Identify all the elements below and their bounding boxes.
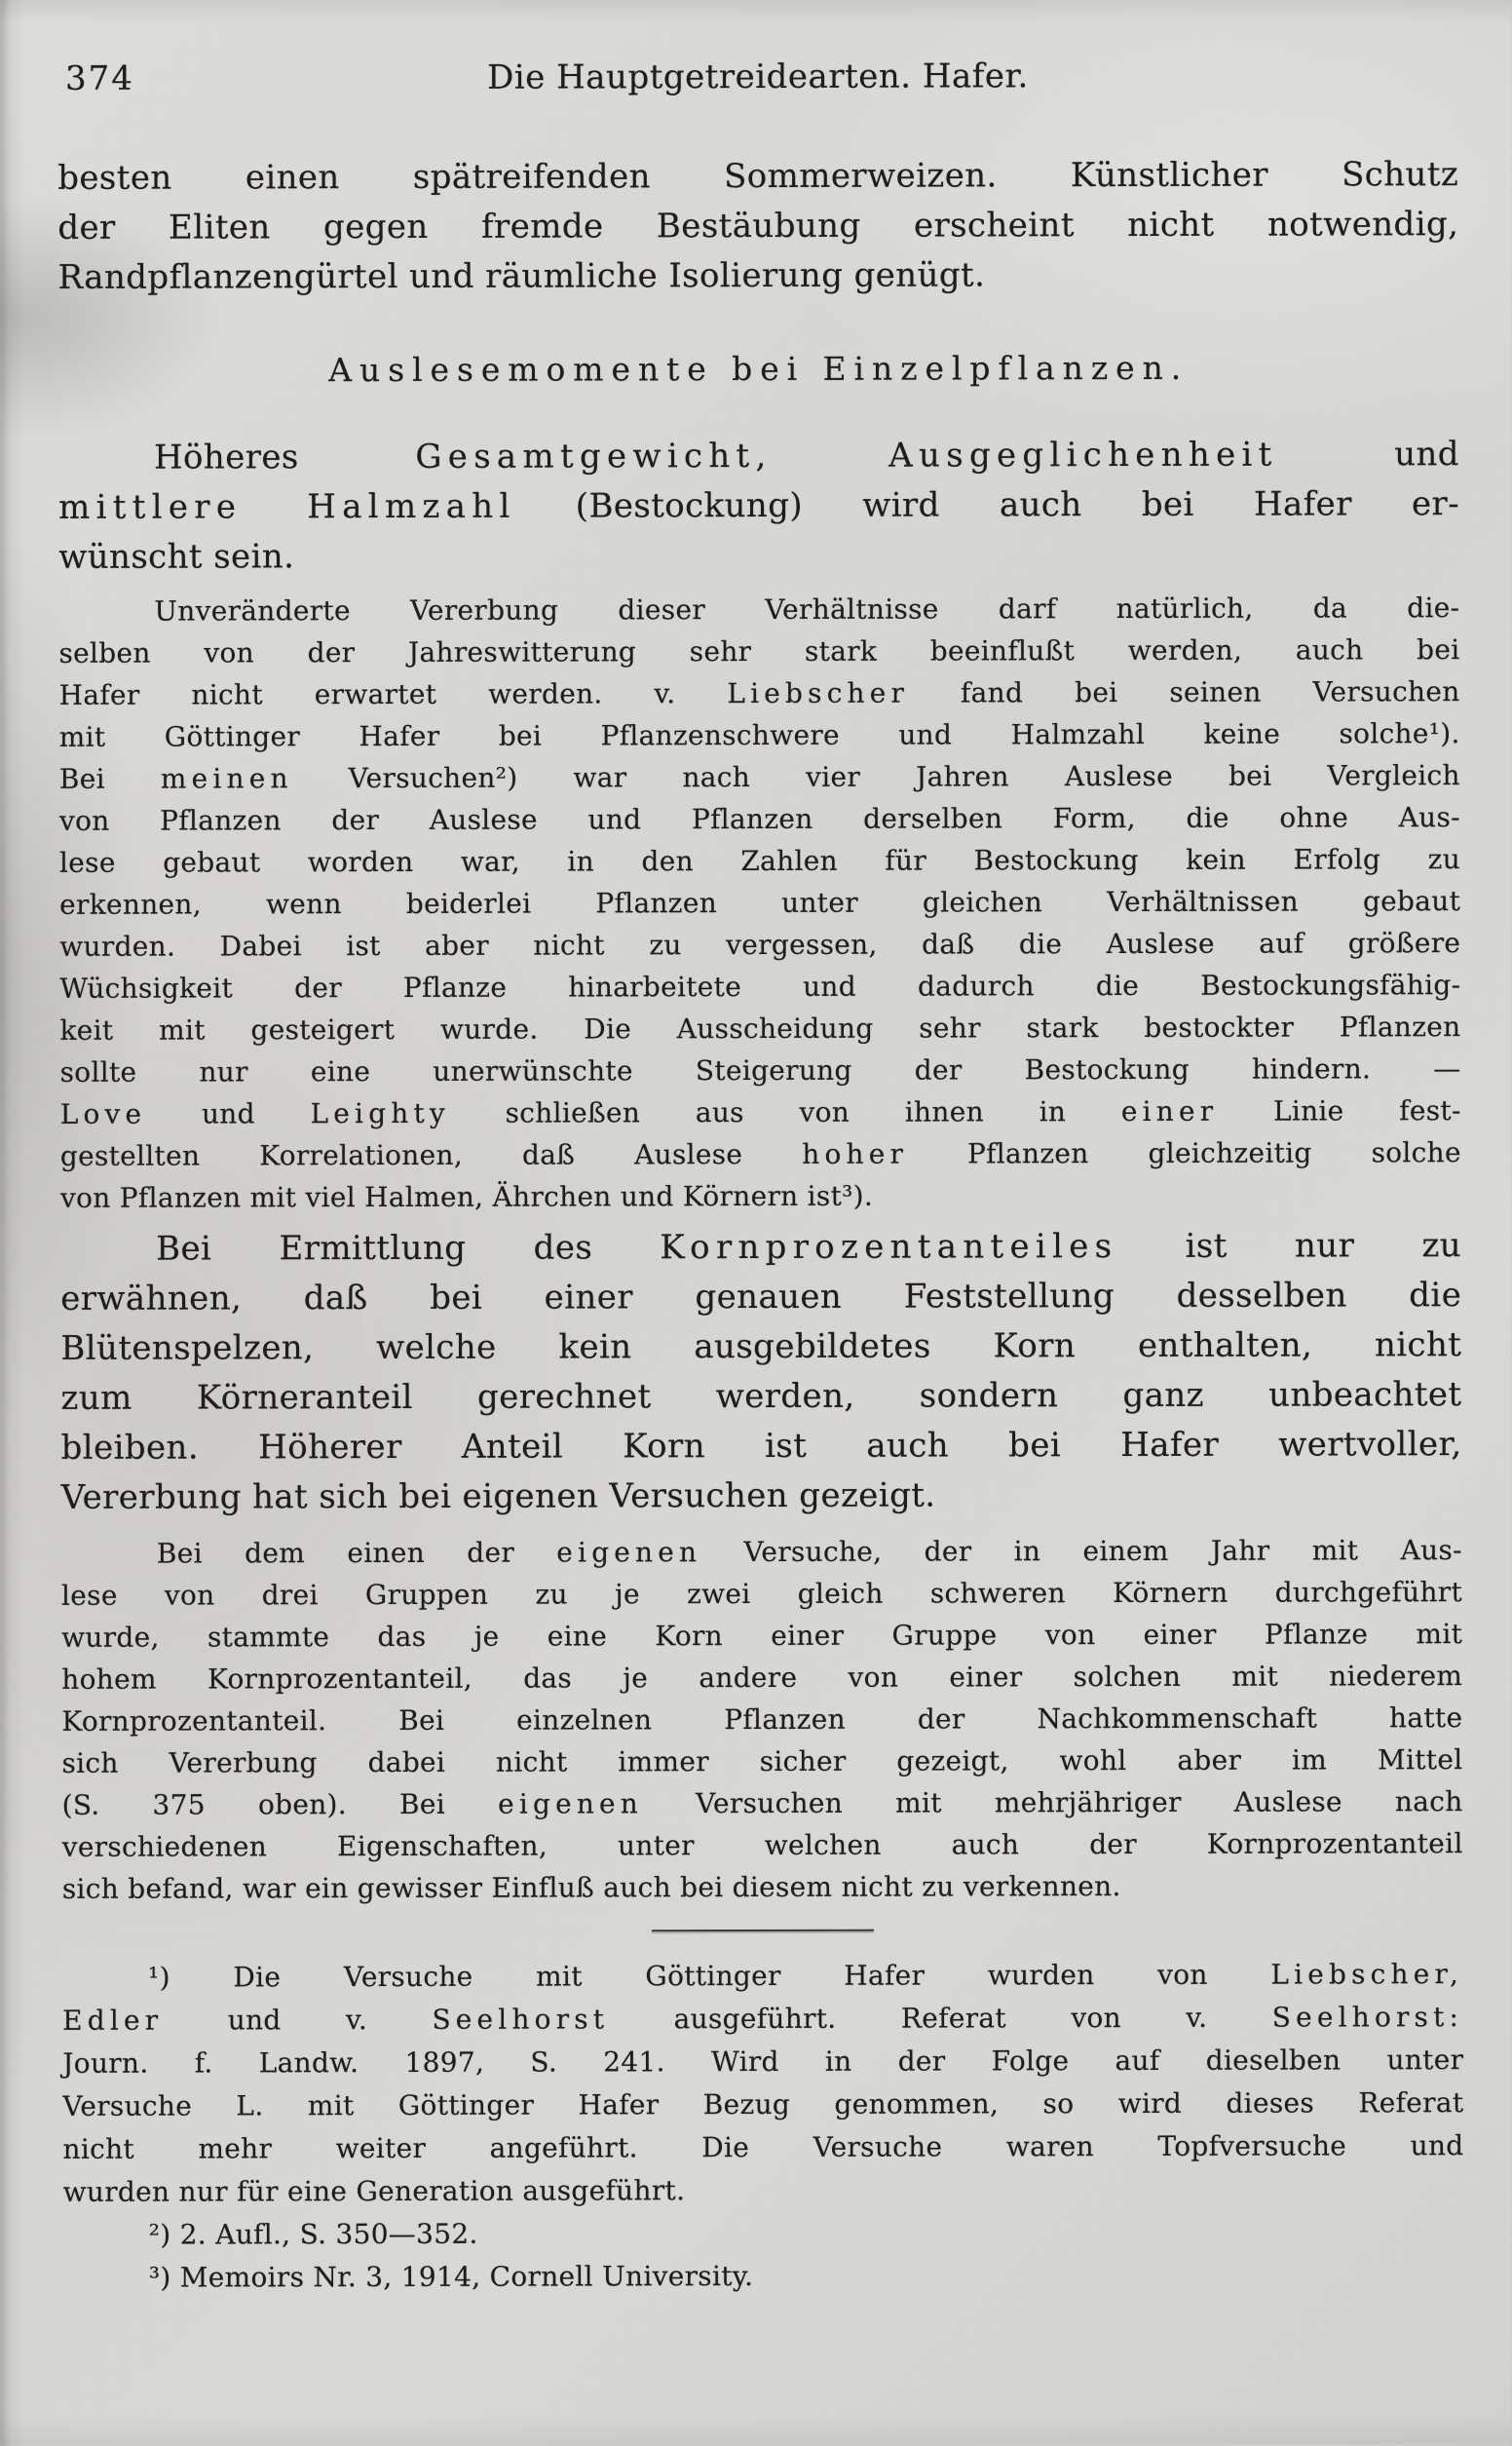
text-segment: Versuchen mit mehrjähriger Auslese nach <box>642 1785 1463 1820</box>
text-segment: und v. <box>163 2003 433 2037</box>
text-segment: Vererbung hat sich bei eigenen Versuchen gezeigt. <box>60 1475 936 1517</box>
emphasized-text: Liebscher <box>727 676 910 710</box>
paragraph-intro <box>57 150 1458 303</box>
text-segment: Versuche L. mit Göttinger Hafer Bezug genommen, so wird dieses Referat <box>62 2086 1464 2122</box>
text-segment: Versuche, der in einem Jahr mit Aus- <box>701 1534 1462 1569</box>
text-line <box>60 1221 1461 1275</box>
paragraph-gesamtgewicht <box>58 430 1459 583</box>
text-segment: (S. 375 oben). Bei <box>61 1787 499 1821</box>
text-line <box>59 796 1460 842</box>
text-line <box>61 1739 1462 1784</box>
text-line <box>60 1173 1461 1219</box>
text-segment: verschiedenen Eigenschaften, unter welchen auch der Kornprozentanteil <box>61 1827 1463 1863</box>
text-segment: und <box>1277 435 1460 475</box>
text-segment: wurden. Dabei ist aber nicht zu vergessen, daß die Auslese auf größere <box>59 927 1461 963</box>
text-line <box>62 1864 1463 1910</box>
text-line <box>62 1780 1463 1826</box>
text-line <box>58 629 1459 674</box>
text-line <box>59 1006 1460 1051</box>
text-line <box>61 1613 1462 1659</box>
text-line <box>59 712 1460 758</box>
text-line <box>62 1996 1463 2043</box>
text-line <box>58 479 1459 533</box>
text-segment: Randpflanzengürtel und räumliche Isolierung genügt. <box>57 255 986 297</box>
text-segment: Pflanzen gleichzeitig solche <box>907 1136 1461 1170</box>
text-line <box>60 1271 1461 1324</box>
emphasized-text: Ausgeglichenheit <box>888 435 1278 476</box>
text-segment: sich Vererbung dabei nicht immer sicher gezeigt, wohl aber im Mittel <box>61 1743 1463 1779</box>
text-line <box>63 2167 1464 2214</box>
text-segment: (Bestockung) wird auch bei Hafer er- <box>515 484 1460 526</box>
text-segment: ³) Memoirs Nr. 3, 1914, Cornell University. <box>148 2260 754 2294</box>
text-line <box>60 1131 1461 1177</box>
text-segment: Blütenspelzen, welche kein ausgebildetes Korn enthalten, nicht <box>60 1325 1462 1368</box>
text-line <box>62 1953 1463 2000</box>
page-number: 374 <box>64 58 134 98</box>
text-segment: wurde, stammte das je eine Korn einer Gruppe von einer Pflanze mit <box>61 1618 1463 1654</box>
emphasized-text: einer <box>1120 1094 1219 1128</box>
text-line <box>61 1697 1462 1742</box>
text-segment: Höheres <box>153 437 416 478</box>
paragraph-kornprozentanteil <box>60 1221 1462 1523</box>
text-line <box>62 2039 1463 2085</box>
text-line <box>57 200 1458 253</box>
section-heading: Auslesemomente bei Einzelpflanzen. <box>328 348 1190 390</box>
text-line <box>59 754 1460 800</box>
text-segment: Wüchsigkeit der Pflanze hinarbeitete und dadurch die Bestockungsfähig- <box>59 969 1461 1005</box>
text-line <box>60 1320 1461 1374</box>
text-segment: Kornprozentanteil. Bei einzelnen Pflanzen der Nachkommenschaft hatte <box>61 1701 1463 1738</box>
text-line <box>59 922 1460 968</box>
emphasized-text: Liebscher, <box>1270 1958 1464 1991</box>
text-segment: schließen aus von ihnen in <box>449 1095 1121 1129</box>
text-segment: hohem Kornprozentanteil, das je andere von einer solchen mit niederem <box>61 1660 1463 1696</box>
paragraph-vererbung <box>58 587 1461 1219</box>
emphasized-text: Kornprozentanteiles <box>660 1227 1118 1268</box>
text-segment: nicht mehr weiter angeführt. Die Versuche waren Topfversuche und <box>62 2129 1464 2165</box>
paragraph-eigene-versuche <box>61 1529 1463 1910</box>
emphasized-text: mittlere Halmzahl <box>58 486 516 527</box>
emphasized-text: eigenen <box>556 1536 702 1569</box>
emphasized-text: hoher <box>802 1137 909 1170</box>
text-segment: ¹) Die Versuche mit Göttinger Hafer wurden von <box>147 1958 1271 1994</box>
text-segment: lese gebaut worden war, in den Zahlen für Bestockung kein Erfolg zu <box>58 843 1461 879</box>
text-segment: ²) 2. Aufl., S. 350—352. <box>148 2217 478 2251</box>
text-line <box>59 964 1460 1010</box>
page-header <box>57 55 1458 99</box>
emphasized-text: Leighty <box>310 1096 450 1130</box>
emphasized-text: Seelhorst <box>432 2003 610 2036</box>
text-segment: erkennen, wenn beiderlei Pflanzen unter gleichen Verhältnissen gebaut <box>59 885 1461 921</box>
text-segment: der Eliten gegen fremde Bestäubung erscheint nicht notwendig, <box>57 205 1459 248</box>
text-line <box>62 2124 1463 2171</box>
emphasized-text: Love <box>59 1097 147 1130</box>
text-segment: besten einen spätreifenden Sommerweizen. Künstlicher Schutz <box>57 155 1459 198</box>
text-segment: Hafer nicht erwartet werden. v. <box>58 677 728 711</box>
text-segment: von Pflanzen mit viel Halmen, Ährchen und Körnern ist³). <box>59 1179 874 1214</box>
text-line <box>59 670 1460 716</box>
text-segment: bleiben. Höherer Anteil Korn ist auch bei Hafer wertvoller, <box>60 1425 1462 1468</box>
text-segment <box>772 437 888 476</box>
text-line <box>60 1048 1461 1093</box>
text-line <box>63 2210 1464 2257</box>
text-line <box>59 880 1460 926</box>
footnote-separator-rule <box>652 1930 874 1932</box>
text-line <box>61 1420 1462 1473</box>
text-line <box>58 529 1459 583</box>
text-segment: fand bei seinen Versuchen <box>909 675 1460 709</box>
text-segment: sollte nur eine unerwünschte Steigerung der Bestockung hindern. — <box>59 1052 1461 1089</box>
text-line <box>61 1529 1462 1575</box>
text-segment: Bei Ermittlung des <box>156 1228 661 1269</box>
text-segment: mit Göttinger Hafer bei Pflanzenschwere und Halmzahl keine solche¹). <box>58 717 1460 753</box>
text-line <box>62 1822 1463 1868</box>
text-segment: und <box>146 1097 311 1130</box>
text-line <box>58 430 1459 483</box>
text-segment: selben von der Jahreswitterung sehr stark beeinflußt werden, auch bei <box>58 633 1460 669</box>
text-segment: Versuchen²) war nach vier Jahren Auslese bei Vergleich <box>292 759 1460 795</box>
text-segment: erwähnen, daß bei einer genauen Feststellung desselben die <box>60 1276 1462 1319</box>
text-segment: wurden nur für eine Generation ausgeführt. <box>62 2174 686 2208</box>
text-line <box>61 1655 1462 1701</box>
text-line <box>59 838 1460 884</box>
text-segment: wünscht sein. <box>58 537 295 577</box>
text-line <box>57 249 1458 303</box>
text-segment: keit mit gesteigert wurde. Die Ausscheidung sehr stark bestockter Pflanzen <box>59 1011 1461 1047</box>
text-segment: Linie fest- <box>1218 1094 1461 1127</box>
text-segment: Journ. f. Landw. 1897, S. 241. Wird in der Folge auf dieselben unter <box>62 2044 1464 2080</box>
text-line <box>58 587 1459 632</box>
text-segment: sich befand, war ein gewisser Einfluß auch bei diesem nicht zu verkennen. <box>61 1870 1121 1905</box>
footnote-3 <box>63 2253 1464 2300</box>
text-line <box>61 1470 1462 1523</box>
emphasized-text: Gesamtgewicht, <box>415 436 773 477</box>
text-segment: ist nur zu <box>1117 1226 1462 1267</box>
text-segment: zum Körneranteil gerechnet werden, sondern ganz unbeachtet <box>60 1375 1462 1418</box>
emphasized-text: Edler <box>62 2004 164 2037</box>
text-segment: lese von drei Gruppen zu je zwei gleich schweren Körnern durchgeführt <box>60 1576 1463 1612</box>
footnotes-section <box>62 1953 1464 2300</box>
text-line <box>60 1370 1461 1424</box>
emphasized-text: Seelhorst: <box>1271 2001 1464 2034</box>
emphasized-text: meinen <box>160 762 293 795</box>
text-line <box>57 150 1458 204</box>
text-line <box>63 2253 1464 2300</box>
text-segment: von Pflanzen der Auslese und Pflanzen derselben Form, die ohne Aus- <box>58 801 1460 837</box>
text-segment: Unveränderte Vererbung dieser Verhältnisse darf natürlich, da die- <box>154 592 1460 628</box>
text-segment: Bei <box>58 762 161 795</box>
footnote-1 <box>62 1953 1464 2214</box>
text-line <box>61 1571 1462 1617</box>
text-segment: Bei dem einen der <box>156 1536 557 1570</box>
text-line <box>62 2082 1463 2128</box>
emphasized-text: eigenen <box>498 1787 644 1820</box>
text-segment: ausgeführt. Referat von v. <box>609 2001 1272 2036</box>
footnote-2 <box>63 2210 1464 2257</box>
text-segment: gestellten Korrelationen, daß Auslese <box>59 1137 803 1172</box>
text-line <box>60 1089 1461 1135</box>
running-title: Die Hauptgetreidearten. Hafer. <box>486 57 1029 97</box>
